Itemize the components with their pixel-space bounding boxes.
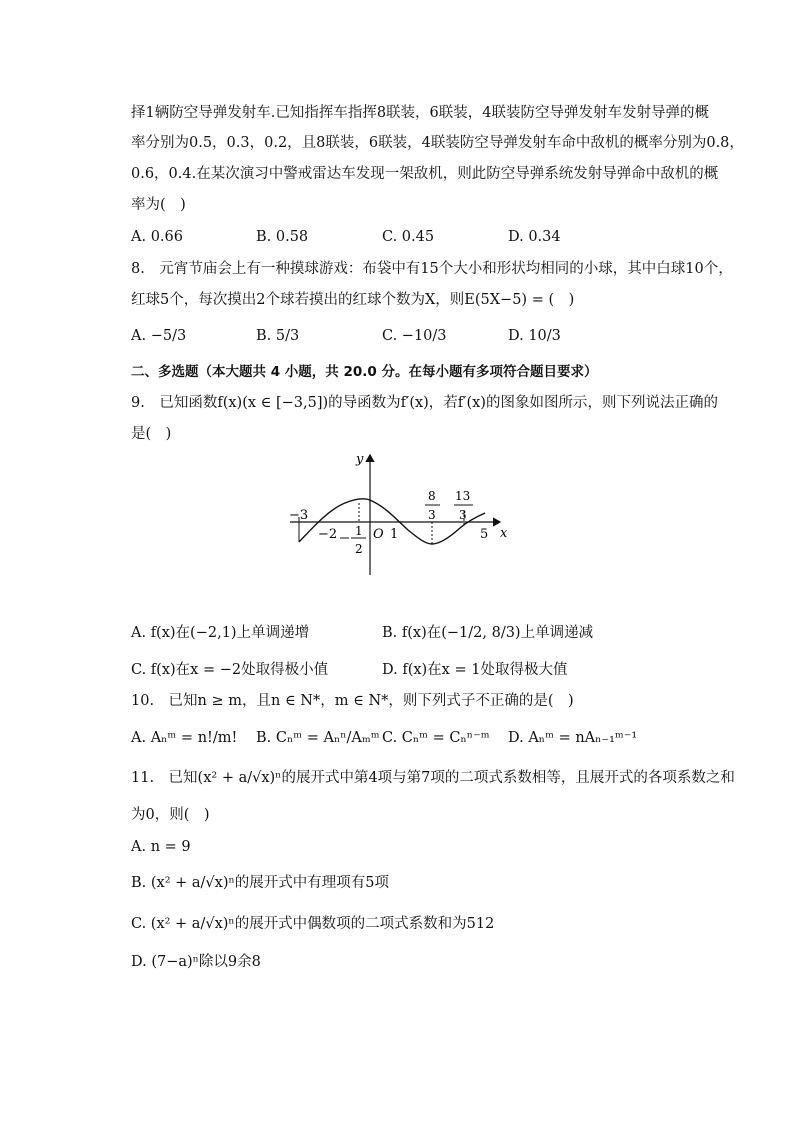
q8-option-c: C. −10/3 — [382, 328, 447, 344]
q8-line-1: 8. 元宵节庙会上有一种摸球游戏：布袋中有15个大小和形状均相同的小球，其中白球10个， — [131, 261, 733, 277]
q11-line-2: 为0，则( ) — [131, 807, 210, 823]
q9-option-d: D. f(x)在x = 1处取得极大值 — [382, 662, 568, 678]
q7-line-3: 0.6，0.4.在某次演习中警戒雷达车发现一架敌机，则此防空导弹系统发射导弹命中敌机的概 — [131, 166, 719, 182]
label-x: x — [500, 526, 508, 541]
q8-line-2: 红球5个，每次摸出2个球若摸出的红球个数为X，则E(5X−5) = ( ) — [131, 292, 575, 308]
q10-line: 10. 已知n ≥ m，且n ∈ N*，m ∈ N*，则下列式子不正确的是( ) — [131, 693, 574, 709]
q10-option-a: A. Aₙᵐ = n!/m! — [131, 730, 238, 746]
q11-line-1: 11. 已知(x² + a/√x)ⁿ的展开式中第4项与第7项的二项式系数相等，且展开式的各项系数之和 — [131, 770, 735, 786]
derivative-graph — [0, 445, 794, 595]
label-five: 5 — [480, 527, 489, 542]
q7-line-1: 择1辆防空导弹发射车.已知指挥车指挥8联装，6联装，4联装防空导弹发射车发射导弹的概 — [131, 105, 710, 121]
q8-option-b: B. 5/3 — [256, 328, 300, 344]
label-origin: O — [373, 527, 384, 542]
q11-option-d: D. (7−a)ⁿ除以9余8 — [131, 954, 261, 970]
label-neg3: −3 — [289, 508, 309, 523]
q7-option-d: D. 0.34 — [508, 229, 561, 245]
q9-line-2: 是( ) — [131, 426, 172, 442]
label-8-den: 3 — [428, 508, 436, 522]
label-y: y — [356, 452, 364, 467]
q7-option-a: A. 0.66 — [131, 229, 183, 245]
label-13-num: 13 — [455, 489, 471, 503]
label-one: 1 — [390, 527, 399, 542]
q7-line-2: 率分别为0.5，0.3，0.2，且8联装，6联装，4联装防空导弹发射车命中敌机的概率分别为0.8， — [131, 135, 744, 151]
label-13-den: 3 — [459, 508, 467, 522]
q11-option-c: C. (x² + a/√x)ⁿ的展开式中偶数项的二项式系数和为512 — [131, 916, 495, 932]
q8-option-d: D. 10/3 — [508, 328, 561, 344]
q7-option-b: B. 0.58 — [256, 229, 309, 245]
label-half-den: 2 — [355, 542, 363, 556]
q9-option-b: B. f(x)在(−1/2, 8/3)上单调递减 — [382, 625, 594, 641]
q7-option-c: C. 0.45 — [382, 229, 435, 245]
q10-option-b: B. Cₙᵐ = Aₙⁿ/Aₘᵐ — [256, 730, 380, 746]
label-neg2: −2 — [318, 527, 338, 542]
q10-option-d: D. Aₙᵐ = nAₙ₋₁ᵐ⁻¹ — [508, 730, 638, 746]
q9-option-a: A. f(x)在(−2,1)上单调递增 — [131, 625, 310, 641]
q11-option-a: A. n = 9 — [131, 839, 191, 855]
label-8-num: 8 — [428, 489, 436, 503]
q10-option-c: C. Cₙᵐ = Cₙⁿ⁻ᵐ — [382, 730, 490, 746]
q9-option-c: C. f(x)在x = −2处取得极小值 — [131, 662, 329, 678]
section-heading: 二、多选题（本大题共 4 小题，共 20.0 分。在每小题有多项符合题目要求） — [131, 364, 598, 380]
q8-option-a: A. −5/3 — [131, 328, 187, 344]
q9-line-1: 9. 已知函数f(x)(x ∈ [−3,5])的导函数为f′(x)，若f′(x)的图象如图所示，则下列说法正确的 — [131, 395, 718, 411]
label-half-num: 1 — [355, 524, 363, 538]
q11-option-b: B. (x² + a/√x)ⁿ的展开式中有理项有5项 — [131, 875, 389, 891]
q7-line-4: 率为( ) — [131, 197, 186, 213]
